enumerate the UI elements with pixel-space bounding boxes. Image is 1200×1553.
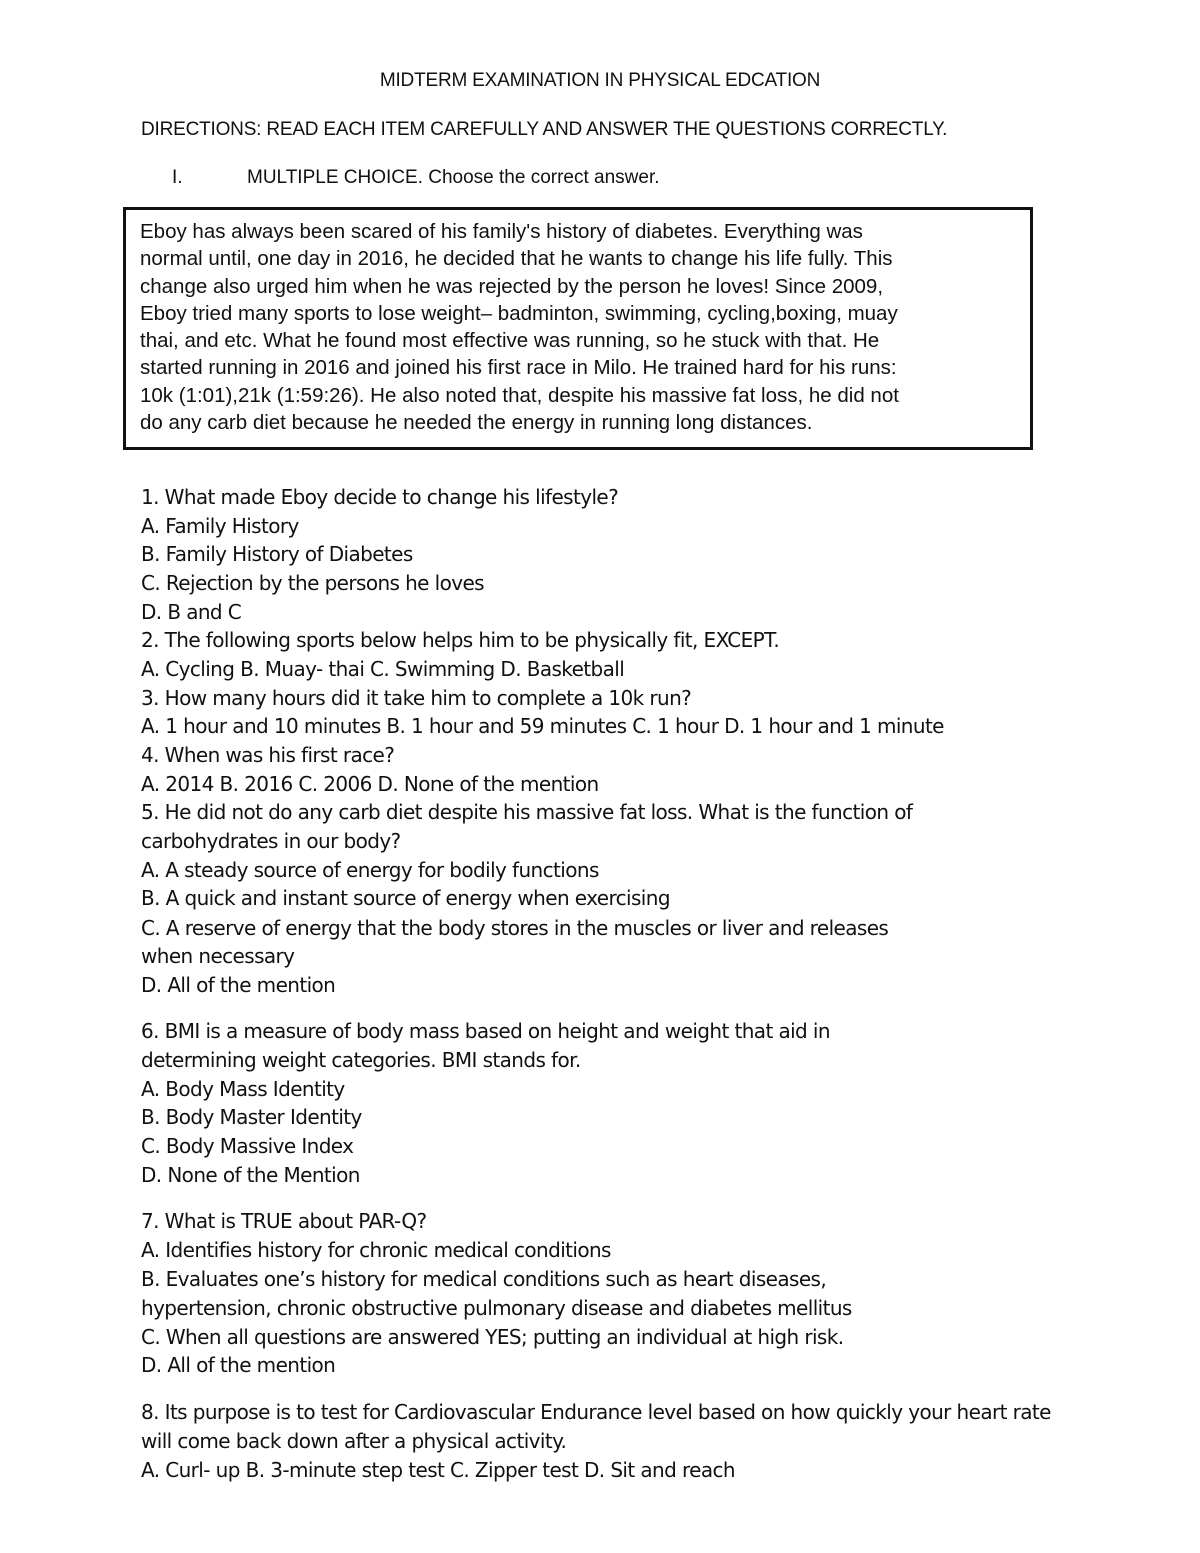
question-line: determining weight categories. BMI stands for. bbox=[141, 1048, 581, 1072]
answer-line: D. All of the mention bbox=[141, 1353, 336, 1377]
answer-line: A. 1 hour and 10 minutes B. 1 hour and 59 minutes C. 1 hour D. 1 hour and 1 minute bbox=[141, 714, 944, 738]
answer-line: A. 2014 B. 2016 C. 2006 D. None of the mention bbox=[141, 772, 599, 796]
answer-line: B. Family History of Diabetes bbox=[141, 542, 413, 566]
answer-line: C. Rejection by the persons he loves bbox=[141, 571, 484, 595]
answer-line: hypertension, chronic obstructive pulmonary disease and diabetes mellitus bbox=[141, 1296, 852, 1320]
answer-line: when necessary bbox=[141, 944, 295, 968]
answer-line: D. All of the mention bbox=[141, 973, 336, 997]
exam-title: MIDTERM EXAMINATION IN PHYSICAL EDCATION bbox=[379, 70, 821, 91]
answer-line: A. Curl- up B. 3-minute step test C. Zipper test D. Sit and reach bbox=[141, 1458, 735, 1482]
passage-box bbox=[123, 207, 1033, 450]
answer-line: B. Body Master Identity bbox=[141, 1105, 362, 1129]
question-line: 7. What is TRUE about PAR-Q? bbox=[141, 1209, 427, 1233]
question-line: 1. What made Eboy decide to change his lifestyle? bbox=[141, 485, 619, 509]
question-line: will come back down after a physical activity. bbox=[141, 1429, 567, 1453]
question-line: 4. When was his first race? bbox=[141, 743, 395, 767]
question-line: 3. How many hours did it take him to complete a 10k run? bbox=[141, 686, 692, 710]
answer-line: A. Body Mass Identity bbox=[141, 1077, 345, 1101]
answer-line: C. A reserve of energy that the body stores in the muscles or liver and releases bbox=[141, 916, 889, 940]
question-line: 8. Its purpose is to test for Cardiovascular Endurance level based on how quickly your heart rate bbox=[141, 1400, 1051, 1424]
answer-line: B. A quick and instant source of energy when exercising bbox=[141, 886, 670, 910]
answer-line: A. Identifies history for chronic medical conditions bbox=[141, 1238, 611, 1262]
question-line: 2. The following sports below helps him to be physically fit, EXCEPT. bbox=[141, 628, 780, 652]
answer-line: C. When all questions are answered YES; putting an individual at high risk. bbox=[141, 1325, 844, 1349]
passage-text: Eboy has always been scared of his family's history of diabetes. Everything was normal until, one day in 2016, he decided that he wants to change his life fully. This change also urged him when he was rejected by the person he loves! Since 2009, Eboy tried many sports to lose weight– badminton, swimming, cycling,boxing, muay thai, and etc. What he found most effective was running, so he stuck with that. He started running in 2016 and joined his first race in Milo. He trained hard for his runs: 10k (1:01),21k (1:59:26). He also noted that, despite his massive fat loss, he did not do any carb diet because he needed the energy in running long distances. bbox=[140, 220, 899, 435]
answer-line: D. None of the Mention bbox=[141, 1163, 360, 1187]
question-line: carbohydrates in our body? bbox=[141, 829, 401, 853]
section-heading: MULTIPLE CHOICE. Choose the correct answer. bbox=[247, 167, 660, 188]
answer-line: A. Family History bbox=[141, 514, 299, 538]
answer-line: D. B and C bbox=[141, 600, 242, 624]
answer-line: A. Cycling B. Muay- thai C. Swimming D. Basketball bbox=[141, 657, 625, 681]
directions: DIRECTIONS: READ EACH ITEM CAREFULLY AND ANSWER THE QUESTIONS CORRECTLY. bbox=[141, 119, 948, 140]
question-line: 6. BMI is a measure of body mass based on height and weight that aid in bbox=[141, 1019, 830, 1043]
question-line: 5. He did not do any carb diet despite his massive fat loss. What is the function of bbox=[141, 800, 913, 824]
answer-line: C. Body Massive Index bbox=[141, 1134, 354, 1158]
section-number: I. bbox=[172, 167, 183, 188]
answer-line: A. A steady source of energy for bodily functions bbox=[141, 858, 599, 882]
answer-line: B. Evaluates one’s history for medical conditions such as heart diseases, bbox=[141, 1267, 827, 1291]
